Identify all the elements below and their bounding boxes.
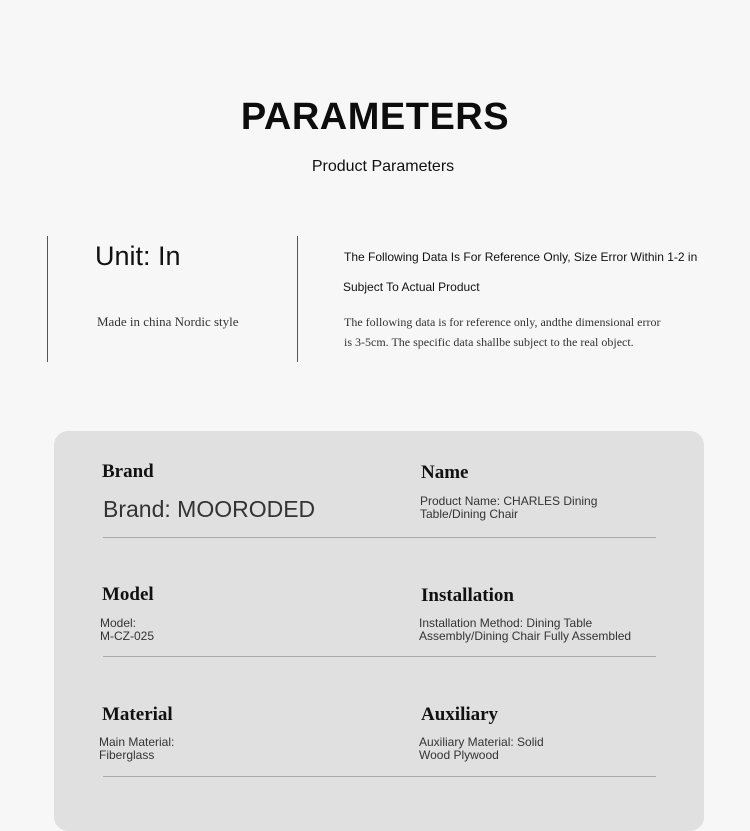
page-title: PARAMETERS	[240, 96, 510, 138]
row-divider-2	[103, 656, 656, 657]
installation-value-line1: Installation Method: Dining Table	[419, 616, 593, 630]
name-value-line1: Product Name: CHARLES Dining	[420, 494, 598, 508]
auxiliary-value-line2: Wood Plywood	[419, 748, 499, 762]
unit-label: Unit: In	[95, 241, 181, 271]
row-divider-1	[103, 537, 656, 538]
left-divider-line	[47, 236, 48, 362]
auxiliary-label: Auxiliary	[421, 704, 499, 725]
name-label: Name	[421, 462, 469, 483]
model-value-line1: Model:	[100, 616, 137, 630]
page-subtitle: Product Parameters	[311, 158, 455, 175]
model-value-line2: M-CZ-025	[100, 629, 155, 643]
installation-label: Installation	[421, 585, 514, 606]
brand-value: Brand: MOORODED	[103, 496, 316, 522]
auxiliary-value-line1: Auxiliary Material: Solid	[419, 735, 544, 749]
origin-text: Made in china Nordic style	[97, 314, 239, 329]
material-label: Material	[102, 704, 173, 725]
model-value	[100, 617, 154, 643]
brand-label: Brand	[102, 461, 154, 482]
reference-note-body	[344, 312, 684, 352]
material-value	[99, 736, 174, 762]
row-divider-3	[103, 776, 656, 777]
middle-divider-line	[297, 236, 298, 362]
name-value-line2: Table/Dining Chair	[420, 507, 519, 521]
reference-note-heading-line2: Subject To Actual Product	[343, 280, 480, 294]
reference-note-body-line2: is 3-5cm. The specific data shallbe subject to the real object.	[344, 335, 634, 349]
name-value	[420, 495, 597, 521]
installation-value-line2: Assembly/Dining Chair Fully Assembled	[419, 629, 632, 643]
reference-note-heading: The Following Data Is For Reference Only, Size Error Within 1-2 in	[344, 250, 698, 264]
model-label: Model	[102, 584, 154, 605]
reference-note-body-line1: The following data is for reference only, andthe dimensional error	[344, 315, 661, 329]
material-value-line1: Main Material:	[99, 735, 175, 749]
installation-value	[419, 617, 631, 643]
material-value-line2: Fiberglass	[99, 748, 155, 762]
auxiliary-value	[419, 736, 544, 762]
